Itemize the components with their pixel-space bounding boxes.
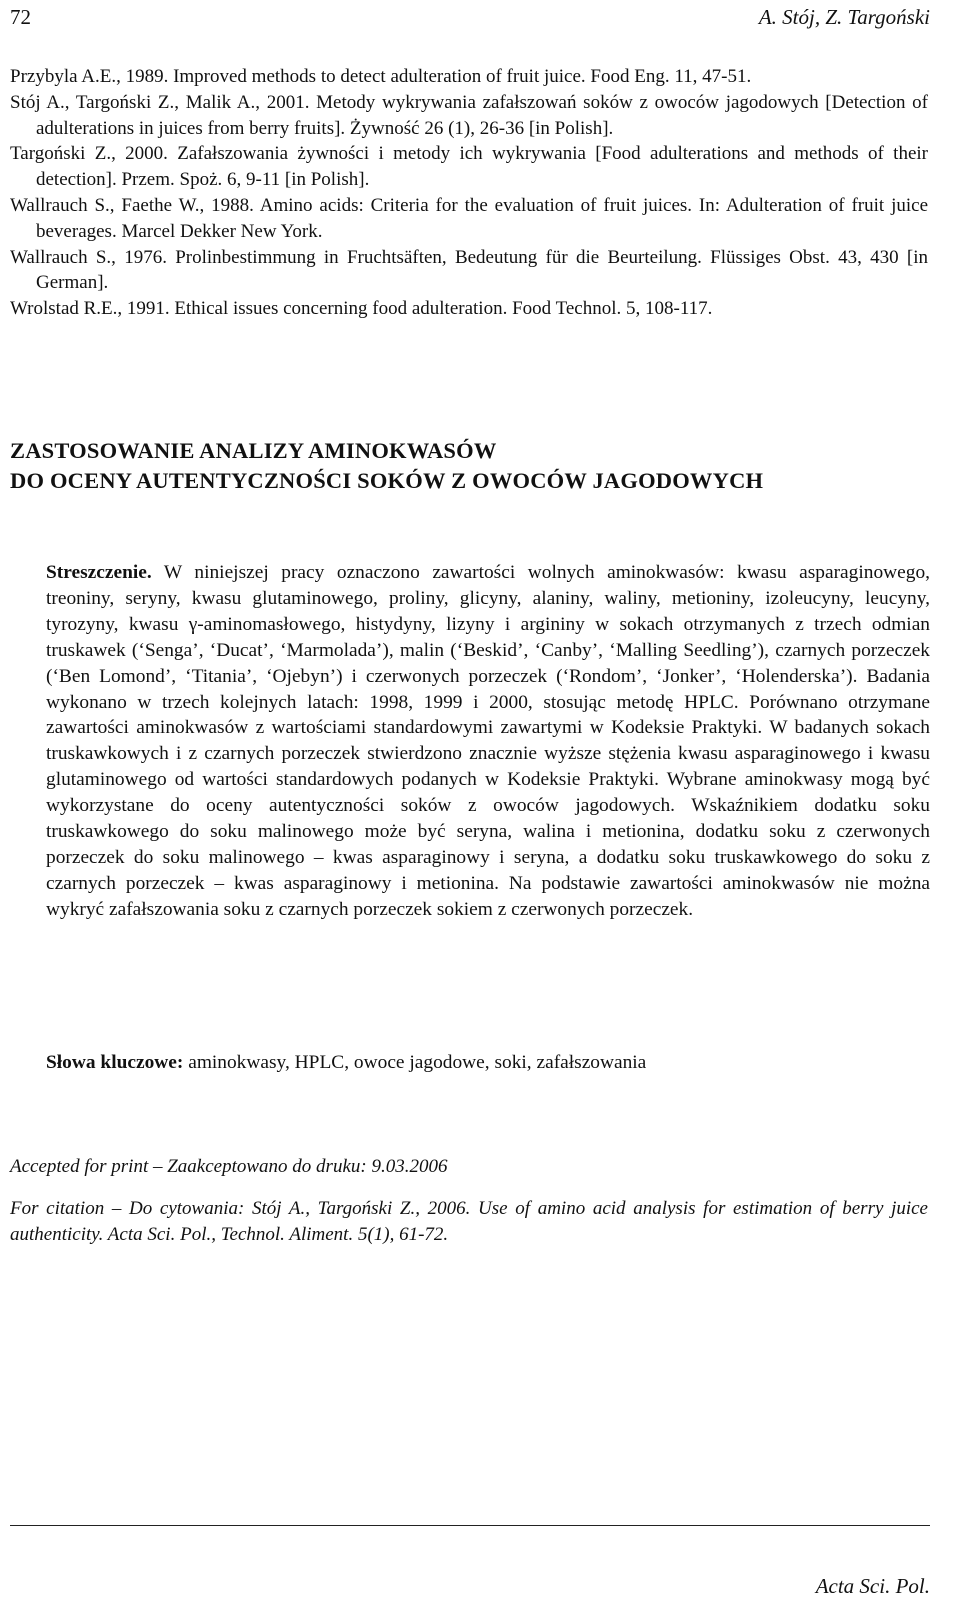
reference-item: Wallrauch S., 1976. Prolinbestimmung in Fruchtsäften, Bedeutung für die Beurteilung. Flüssiges Obst. 43, 430 [in German]. <box>10 246 928 294</box>
title-line: DO OCENY AUTENTYCZNOŚCI SOKÓW Z OWOCÓW JAGODOWYCH <box>10 468 764 493</box>
reference-item: Przybyla A.E., 1989. Improved methods to detect adulteration of fruit juice. Food Eng. 11, 47-51. <box>10 66 752 87</box>
reference-item: Targoński Z., 2000. Zafałszowania żywności i metody ich wykrywania [Food adulterations and methods of their detection]. Przem. Spoż. 6, 9-11 [in Polish]. <box>10 143 928 191</box>
title-line: ZASTOSOWANIE ANALIZY AMINOKWASÓW <box>10 438 497 463</box>
footer-rule <box>10 1525 930 1526</box>
keywords-label: Słowa kluczowe: <box>46 1052 184 1073</box>
journal-name: Acta Sci. Pol. <box>815 1574 930 1598</box>
keywords-text: aminokwasy, HPLC, owoce jagodowe, soki, zafałszowania <box>188 1052 647 1073</box>
reference-list <box>10 64 928 322</box>
reference-item: Wallrauch S., Faethe W., 1988. Amino acids: Criteria for the evaluation of fruit juices. In: Adulteration of fruit juice beverages. Marcel Dekker New York. <box>10 194 928 242</box>
reference-item: Wrolstad R.E., 1991. Ethical issues concerning food adulteration. Food Technol. 5, 108-117. <box>10 298 713 320</box>
abstract-text: W niniejszej pracy oznaczono zawartości wolnych aminokwasów: kwasu asparaginowego, treoniny, seryny, kwasu glutaminowego, proliny, glicyny, alaniny, waliny, metioniny, izoleucyny, leucyny, tyrozyny, kwasu γ-aminomasłowego, histydyny, lizyny i argininy w sokach otrzymanych z trzech odmian truskawek (‘Senga’, ‘Ducat’, ‘Marmolada’), malin (‘Beskid’, ‘Canby’, ‘Malling Seedling’), czarnych porzeczek (‘Ben Lomond’, ‘Titania’, ‘Ojebyn’) i czerwonych porzeczek (‘Rondom’, ‘Jonker’, ‘Holenderska’). Badania wykonano w trzech kolejnych latach: 1998, 1999 i 2000, stosując metodę HPLC. Porównano otrzymane zawartości aminokwasów z wartościami standardowymi zawartymi w Kodeksie Praktyki. W badanych sokach truskawkowych i z czarnych porzeczek stwierdzono znacznie wyższe stężenia kwasu asparaginowego i kwasu glutaminowego od wartości standardowych podanych w Kodeksie Praktyki. Wybrane aminokwasy mogą być wykorzystane do oceny autentyczności soków z owoców jagodowych. Wskaźnikiem dodatku soku truskawkowego do soku malinowego może być seryna, walina i metionina, dodatku soku z czerwonych porzeczek do soku malinowego – kwas asparaginowy i seryna, a dodatku soku truskawkowego do soku z czarnych porzeczek – kwas asparaginowy i metionina. Na podstawie zawartości aminokwasów nie można wykryć zafałszowania soku z czarnych porzeczek sokiem z czerwonych porzeczek. <box>46 562 930 920</box>
accepted-date: Accepted for print – Zaakceptowano do druku: 9.03.2006 <box>10 1156 448 1177</box>
page-header <box>0 0 960 40</box>
reference-item: Stój A., Targoński Z., Malik A., 2001. Metody wykrywania zafałszowań soków z owoców jagodowych [Detection of adulterations in juices from berry fruits]. Żywność 26 (1), 26-36 [in Polish]. <box>10 91 928 139</box>
keywords <box>46 1052 930 1074</box>
article-title <box>10 436 928 496</box>
page-number: 72 <box>10 5 31 29</box>
citation: For citation – Do cytowania: Stój A., Targoński Z., 2006. Use of amino acid analysis for estimation of berry juice authenticity. Acta Sci. Pol., Technol. Aliment. 5(1), 61-72. <box>10 1198 928 1245</box>
running-title: A. Stój, Z. Targoński <box>758 5 930 29</box>
abstract-label: Streszczenie. <box>46 562 152 583</box>
abstract <box>46 560 930 923</box>
